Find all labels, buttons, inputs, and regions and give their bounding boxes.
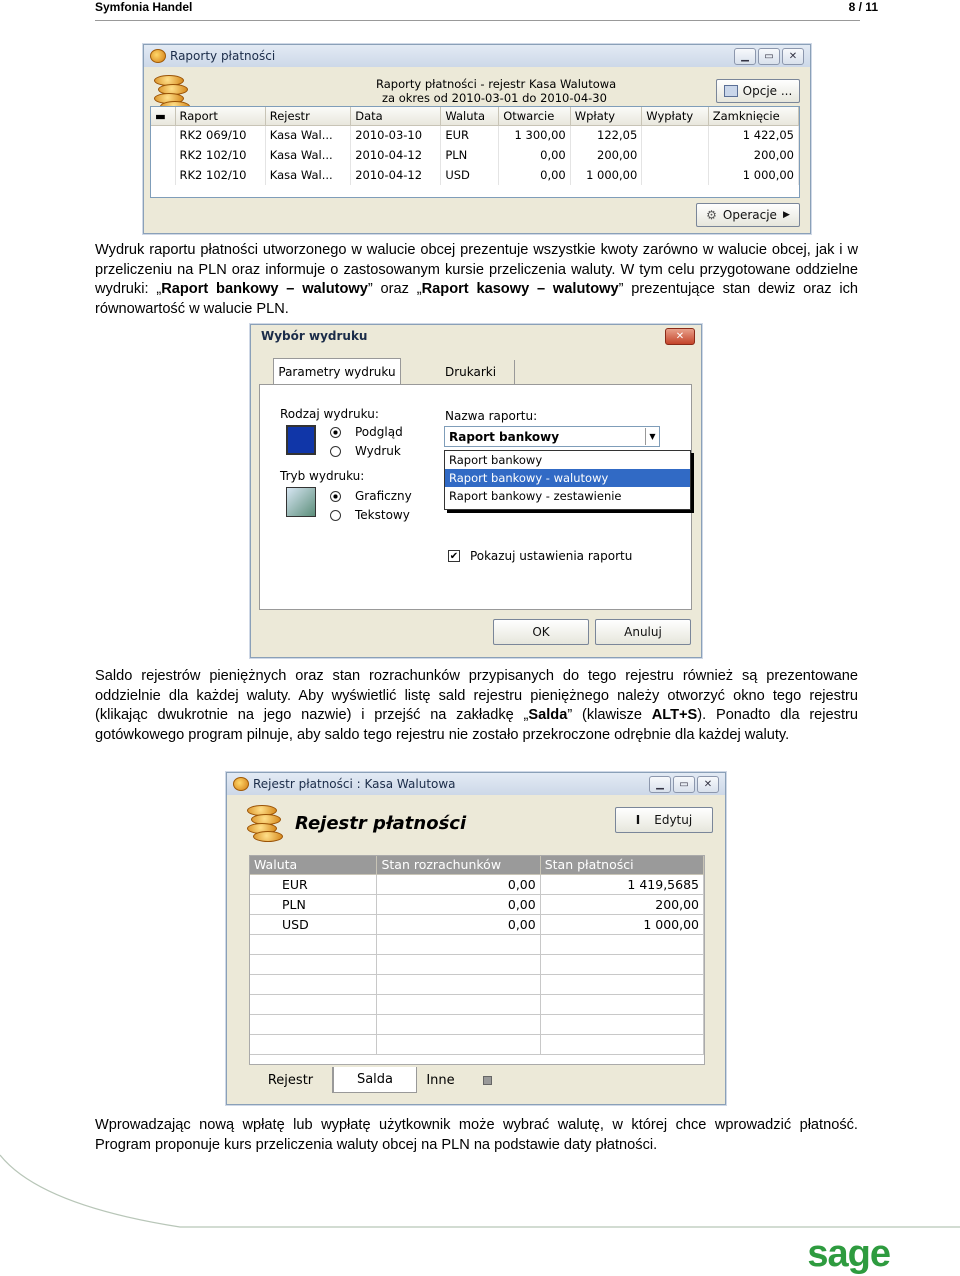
print-selection-dialog xyxy=(250,324,702,658)
radio-checked-icon xyxy=(330,427,341,438)
table-cell: 0,00 xyxy=(499,165,571,185)
table-cell: 200,00 xyxy=(708,145,798,165)
tab-balances[interactable]: Salda xyxy=(333,1067,417,1093)
table-cell: PLN xyxy=(250,894,377,914)
report-name-select[interactable]: Raport bankowy ▼ xyxy=(444,426,660,447)
radio-print[interactable]: Wydruk xyxy=(330,444,401,458)
table-cell: 1 000,00 xyxy=(540,914,703,934)
edit-button[interactable]: I Edytuj xyxy=(615,807,713,833)
table-cell xyxy=(642,125,708,145)
table-cell xyxy=(540,1014,703,1034)
maximize-button[interactable]: ▭ xyxy=(673,776,695,793)
table-cell: RK2 102/10 xyxy=(175,145,265,165)
chevron-right-icon: ▶ xyxy=(782,210,790,220)
payment-reports-window xyxy=(143,44,811,234)
text-cursor-icon: I xyxy=(635,813,641,827)
table-cell xyxy=(250,1034,377,1054)
table-cell: 2010-04-12 xyxy=(351,145,441,165)
radio-preview[interactable]: Podgląd xyxy=(330,425,403,439)
report-title-line2: za okres od 2010-03-01 do 2010-04-30 xyxy=(382,91,607,105)
table-cell xyxy=(377,954,540,974)
table-cell: 1 419,5685 xyxy=(540,874,703,894)
table-row[interactable] xyxy=(250,894,704,914)
monitor-icon xyxy=(286,425,316,455)
table-row[interactable] xyxy=(151,145,799,165)
table-row[interactable] xyxy=(250,1014,704,1034)
table-cell xyxy=(377,1014,540,1034)
table-cell: EUR xyxy=(250,874,377,894)
options-icon xyxy=(724,85,738,97)
table-cell: Kasa Wal... xyxy=(265,125,350,145)
table-cell: 1 000,00 xyxy=(708,165,798,185)
radio-text[interactable]: Tekstowy xyxy=(330,508,410,522)
column-header[interactable]: Wypłaty xyxy=(642,107,708,125)
dropdown-option[interactable]: Raport bankowy xyxy=(449,453,543,467)
graphic-mode-icon xyxy=(286,487,316,517)
column-header[interactable]: Wpłaty xyxy=(570,107,642,125)
column-header[interactable]: Otwarcie xyxy=(499,107,571,125)
table-row[interactable] xyxy=(151,165,799,185)
reports-table[interactable] xyxy=(150,106,800,198)
table-cell xyxy=(250,934,377,954)
radio-icon xyxy=(330,446,341,457)
options-button[interactable]: Opcje ... xyxy=(716,79,800,103)
minimize-button[interactable]: ▁ xyxy=(649,776,671,793)
dropdown-option[interactable]: Raport bankowy - zestawienie xyxy=(449,489,622,503)
tab-register[interactable]: Rejestr xyxy=(249,1067,333,1093)
dialog-titlebar xyxy=(251,325,701,347)
table-cell: 1 422,05 xyxy=(708,125,798,145)
table-cell: 200,00 xyxy=(540,894,703,914)
table-cell xyxy=(540,1034,703,1054)
table-cell: 2010-04-12 xyxy=(351,165,441,185)
radio-graphic[interactable]: Graficzny xyxy=(330,489,412,503)
table-cell: 0,00 xyxy=(499,145,571,165)
window-title: Raporty płatności xyxy=(170,49,276,63)
cancel-button[interactable]: Anuluj xyxy=(595,619,691,645)
column-header[interactable]: Waluta xyxy=(250,856,377,874)
table-cell xyxy=(642,165,708,185)
paragraph-balances: Saldo rejestrów pieniężnych oraz stan rozrachunków przypisanych do tego rejestru również są prezentowane oddzielnie dla każdej waluty. Aby wyświetlić listę sald rejestru pieniężnego należy otworzyć okno tego rejestru (klikając dwukrotnie na jego nazwie) i przejść na zakładkę „Salda” (klawisze ALT+S). Ponadto dla rejestru gotówkowego program pilnuje, aby saldo tego rejestru nie zostało przekroczone odrębnie dla każdej waluty. xyxy=(95,668,858,743)
column-header[interactable]: Zamknięcie xyxy=(708,107,798,125)
close-button[interactable]: ✕ xyxy=(697,776,719,793)
radio-icon xyxy=(330,510,341,521)
table-cell xyxy=(250,954,377,974)
column-header[interactable]: Data xyxy=(351,107,441,125)
table-cell xyxy=(540,954,703,974)
table-cell: 0,00 xyxy=(377,874,540,894)
sage-logo: sage xyxy=(807,1233,890,1275)
row-indicator xyxy=(151,145,175,165)
checkbox-checked-icon: ✔ xyxy=(449,551,459,562)
tab-indicator-icon xyxy=(483,1076,492,1085)
tab-printers[interactable]: Drukarki xyxy=(427,360,515,384)
table-cell: 2010-03-10 xyxy=(351,125,441,145)
dropdown-option-selected[interactable]: Raport bankowy - walutowy xyxy=(445,469,690,487)
table-row[interactable] xyxy=(250,954,704,974)
dialog-title: Wybór wydruku xyxy=(261,329,368,343)
window-titlebar xyxy=(227,773,725,795)
report-title-line1: Raporty płatności - rejestr Kasa Walutowa xyxy=(376,77,617,91)
show-settings-checkbox[interactable]: ✔ Pokazuj ustawienia raportu xyxy=(449,549,633,563)
report-name-label: Nazwa raportu: xyxy=(445,409,538,423)
close-button[interactable]: ✕ xyxy=(782,48,804,65)
minimize-button[interactable]: ▁ xyxy=(734,48,756,65)
app-icon xyxy=(150,49,166,63)
register-tabs xyxy=(249,1067,501,1093)
tab-panel xyxy=(259,384,692,610)
table-cell: EUR xyxy=(441,125,499,145)
table-cell xyxy=(642,145,708,165)
table-row[interactable] xyxy=(250,974,704,994)
gears-icon: ⚙ xyxy=(706,208,717,222)
app-icon xyxy=(233,777,249,791)
paragraph-foreign-currency-reports: Wydruk raportu płatności utworzonego w walucie obcej prezentuje wszystkie kwoty zarówno w walucie obcej, jak i w przeliczeniu na PLN oraz informuje o zastosowanym kursie przeliczenia waluty. W tym celu przygotowane oddzielne wydruki: „Raport bankowy – walutowy” oraz „Raport kasowy – walutowy” prezentujące stan dewiz oraz ich równowartość w walucie PLN. xyxy=(95,242,859,317)
table-row[interactable] xyxy=(250,1034,704,1054)
row-indicator xyxy=(151,125,175,145)
table-cell: Kasa Wal... xyxy=(265,145,350,165)
table-cell xyxy=(540,994,703,1014)
table-row[interactable] xyxy=(250,874,704,894)
table-cell: 0,00 xyxy=(377,914,540,934)
column-header[interactable]: Stan płatności xyxy=(540,856,703,874)
operations-button[interactable]: ⚙ Operacje ▶ xyxy=(696,203,800,227)
decorative-swoosh xyxy=(0,1145,960,1235)
register-heading: Rejestr płatności xyxy=(295,813,467,834)
table-cell: 1 300,00 xyxy=(499,125,571,145)
balances-table[interactable] xyxy=(249,855,705,1065)
table-cell: 122,05 xyxy=(570,125,642,145)
table-cell: 200,00 xyxy=(570,145,642,165)
maximize-button[interactable]: ▭ xyxy=(758,48,780,65)
table-cell: PLN xyxy=(441,145,499,165)
page-number: 8 / 11 xyxy=(848,0,878,14)
table-cell xyxy=(250,994,377,1014)
table-row[interactable] xyxy=(250,934,704,954)
row-indicator xyxy=(151,165,175,185)
column-header[interactable]: Waluta xyxy=(441,107,499,125)
table-cell xyxy=(250,1014,377,1034)
table-row[interactable] xyxy=(250,994,704,1014)
print-type-label: Rodzaj wydruku: xyxy=(280,407,379,421)
table-row[interactable] xyxy=(151,125,799,145)
column-header[interactable]: Rejestr xyxy=(265,107,350,125)
window-titlebar xyxy=(144,45,810,67)
table-cell: 0,00 xyxy=(377,894,540,914)
window-title: Rejestr płatności : Kasa Walutowa xyxy=(253,777,456,791)
chevron-down-icon[interactable]: ▼ xyxy=(645,428,659,445)
radio-checked-icon xyxy=(330,491,341,502)
table-cell xyxy=(540,934,703,954)
close-button[interactable]: ✕ xyxy=(665,328,695,345)
header-divider xyxy=(95,20,860,21)
table-cell xyxy=(377,1034,540,1054)
table-cell: Kasa Wal... xyxy=(265,165,350,185)
tab-print-parameters[interactable]: Parametry wydruku xyxy=(273,358,401,384)
table-cell xyxy=(250,974,377,994)
table-cell: RK2 102/10 xyxy=(175,165,265,185)
report-dropdown-list[interactable] xyxy=(444,450,691,510)
print-mode-label: Tryb wydruku: xyxy=(280,469,365,483)
document-title: Symfonia Handel xyxy=(95,0,193,14)
table-cell: 1 000,00 xyxy=(570,165,642,185)
column-header[interactable]: Raport xyxy=(175,107,265,125)
column-header[interactable]: Stan rozrachunków xyxy=(377,856,540,874)
table-cell xyxy=(377,974,540,994)
table-cell xyxy=(377,934,540,954)
row-indicator-header: ▬ xyxy=(151,107,175,125)
table-row[interactable] xyxy=(250,914,704,934)
paragraph-new-payment: Wprowadzając nową wpłatę lub wypłatę użytkownik może wybrać walutę, w której chce wprowadzić płatność. Program proponuje kurs przeliczenia waluty obcej na PLN na podstawie daty płatności. xyxy=(95,1117,858,1153)
table-cell: USD xyxy=(441,165,499,185)
table-cell xyxy=(540,974,703,994)
table-cell xyxy=(377,994,540,1014)
tab-other[interactable]: Inne xyxy=(417,1067,501,1093)
coins-icon xyxy=(247,803,285,843)
payment-register-window xyxy=(226,772,726,1105)
table-cell: USD xyxy=(250,914,377,934)
ok-button[interactable]: OK xyxy=(493,619,589,645)
table-cell: RK2 069/10 xyxy=(175,125,265,145)
